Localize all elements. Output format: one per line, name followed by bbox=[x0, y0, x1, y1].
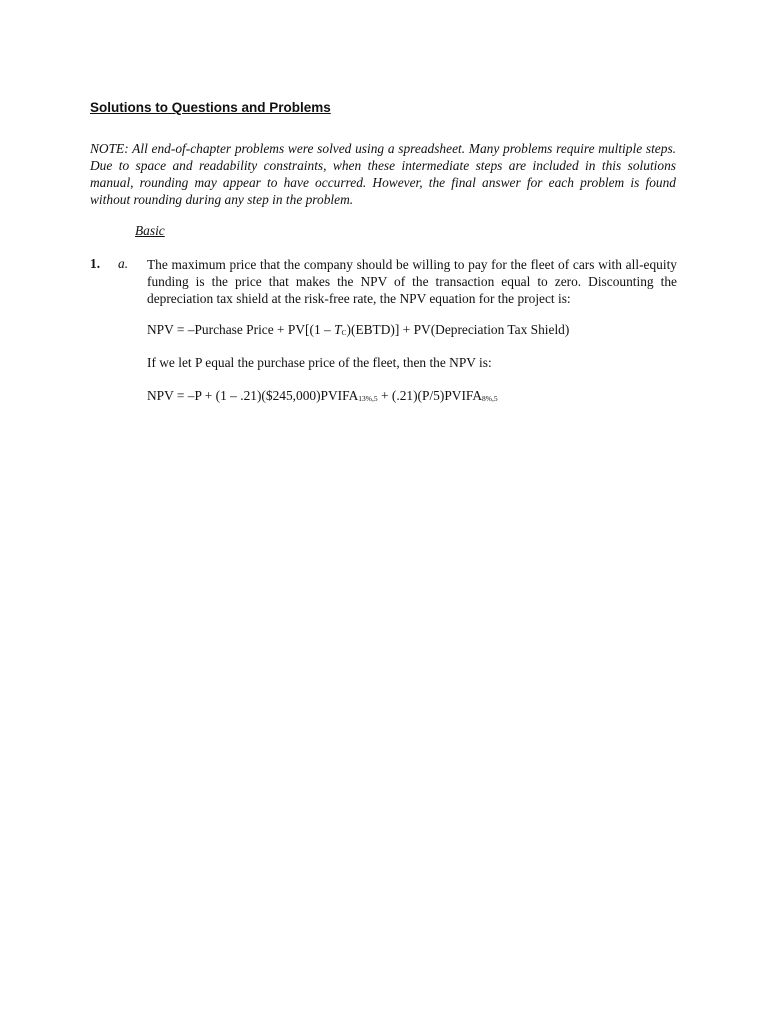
tax-rate-subscript: C bbox=[341, 328, 347, 337]
pvifa-subscript-2: 8%,5 bbox=[482, 394, 498, 403]
eq2-part-a: NPV = –P + (1 – .21)($245,000)PVIFA bbox=[147, 388, 359, 403]
problem-part: a. bbox=[118, 256, 129, 271]
section-heading: Solutions to Questions and Problems bbox=[90, 100, 331, 115]
problem-number: 1. bbox=[90, 256, 101, 271]
subsection-label: Basic bbox=[135, 223, 165, 238]
eq1-part-a: NPV = –Purchase Price + PV[(1 – bbox=[147, 322, 335, 337]
eq1-part-b: )(EBTD)] + PV(Depreciation Tax Shield) bbox=[346, 322, 570, 337]
pvifa-subscript-1: 13%,5 bbox=[358, 394, 378, 403]
npv-equation-general bbox=[147, 321, 677, 341]
npv-equation-specific bbox=[147, 387, 677, 407]
note-paragraph: NOTE: All end-of-chapter problems were solved using a spreadsheet. Many problems require multiple steps. Due to space and readability constraints, when these intermediate steps are included in this solutions manual, rounding may appear to have occurred. However, the final answer for each problem is found without rounding during any step in the problem. bbox=[90, 141, 676, 207]
tax-rate-symbol: T bbox=[334, 322, 342, 337]
problem-text: The maximum price that the company should be willing to pay for the fleet of cars with all-equity funding is the price that makes the NPV of the transaction equal to zero. Discounting the depreciation tax shield at the risk-free rate, the NPV equation for the project is: bbox=[147, 257, 677, 306]
eq2-part-b: + (.21)(P/5)PVIFA bbox=[377, 388, 483, 403]
problem-text-2: If we let P equal the purchase price of the fleet, then the NPV is: bbox=[147, 355, 492, 370]
